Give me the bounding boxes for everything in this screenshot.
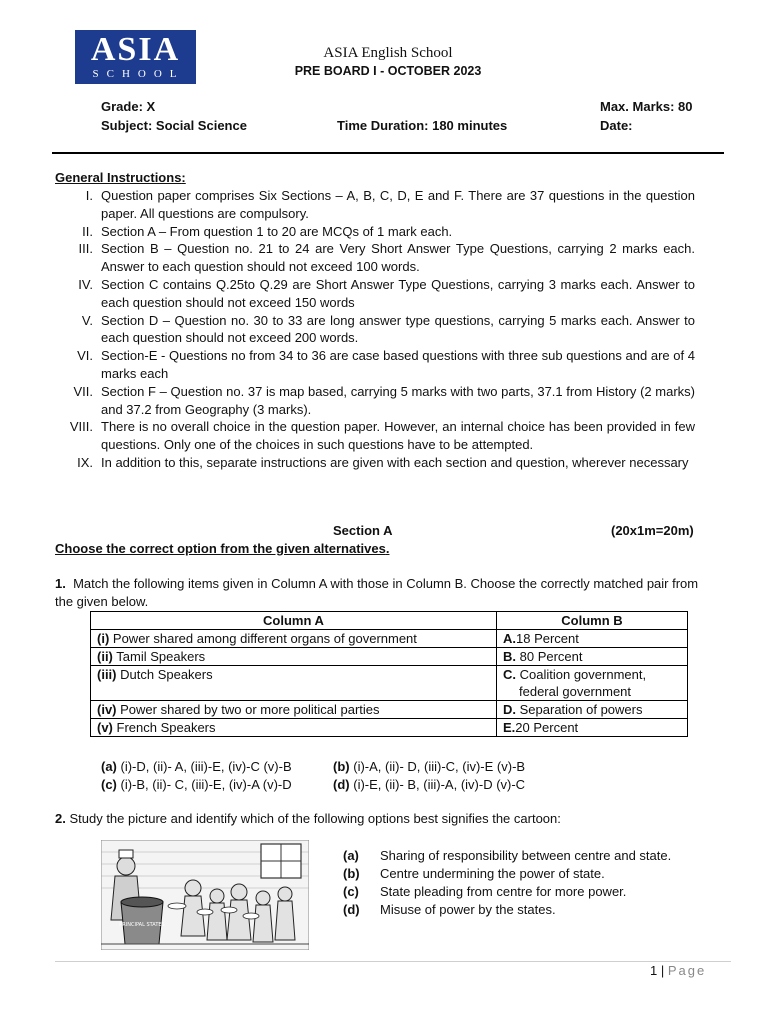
question-2 bbox=[55, 811, 561, 826]
instruction-item: VIII. There is no overall choice in the question paper. However, an internal choice has been provided in few questions. Only one of the choices in such questions have to be attempted. bbox=[69, 419, 695, 453]
logo-text: ASIA bbox=[90, 31, 181, 68]
option-a: (a) (i)-D, (ii)- A, (iii)-E, (iv)-C (v)-B bbox=[101, 759, 292, 774]
column-a-cell: (ii) Tamil Speakers bbox=[91, 648, 497, 666]
column-a-cell: (iii) Dutch Speakers bbox=[91, 666, 497, 701]
instruction-item: VI. Section-E - Questions no from 34 to 36 are case based questions with three sub questions and are of 4 marks each bbox=[77, 348, 695, 381]
section-instruction: Choose the correct option from the given alternatives. bbox=[55, 541, 390, 556]
column-b-cell: C. Coalition government, federal government bbox=[497, 666, 688, 701]
table-row bbox=[91, 666, 688, 701]
question-number: 2. bbox=[55, 811, 66, 826]
max-marks: Max. Marks: 80 bbox=[600, 99, 693, 114]
grade: Grade: X bbox=[101, 99, 156, 114]
cartoon-option-c: (c) State pleading from centre for more power. bbox=[343, 884, 627, 899]
instructions-title: General Instructions: bbox=[55, 170, 186, 185]
section-title: Section A bbox=[333, 523, 393, 538]
option-d: (d) (i)-E, (ii)- B, (iii)-A, (iv)-D (v)-C bbox=[333, 777, 526, 792]
instruction-item: VII. Section F – Question no. 37 is map based, carrying 5 marks with two parts, 37.1 from History (2 marks) and 37.2 from Geography (3 marks). bbox=[73, 383, 695, 417]
column-b-cell: D. Separation of powers bbox=[497, 701, 688, 719]
instruction-item: I. Question paper comprises Six Sections – A, B, C, D, E and F. There are 37 questions in the question paper. All questions are compulsory. bbox=[85, 188, 695, 221]
instructions-list bbox=[55, 187, 695, 472]
page-number: 1 | Page bbox=[650, 963, 707, 978]
subject: Subject: Social Science bbox=[101, 118, 247, 133]
cartoon-option-d: (d) Misuse of power by the states. bbox=[343, 902, 556, 917]
column-a-cell: (v) French Speakers bbox=[91, 719, 497, 737]
section-marks: (20x1m=20m) bbox=[611, 523, 694, 538]
instruction-item: II. Section A – From question 1 to 20 are MCQs of 1 mark each. bbox=[82, 223, 453, 239]
table-row bbox=[91, 648, 688, 666]
table-row bbox=[91, 719, 688, 737]
exam-name: PRE BOARD I - OCTOBER 2023 bbox=[294, 64, 482, 78]
footer-divider bbox=[55, 961, 731, 962]
header-divider bbox=[52, 152, 724, 154]
match-table bbox=[90, 611, 688, 737]
question-1: 1. Match the following items given in Column A with those in Column B. Choose the correctly matched pair from the given below. bbox=[55, 576, 699, 609]
column-a-cell: (iv) Power shared by two or more political parties bbox=[91, 701, 497, 719]
table-row bbox=[91, 701, 688, 719]
logo-subtext: SCHOOL bbox=[92, 68, 185, 80]
instruction-item: IX. In addition to this, separate instructions are given with each section and question, wherever necessary bbox=[77, 454, 689, 470]
option-c: (c) (i)-B, (ii)- C, (iii)-E, (iv)-A (v)-D bbox=[101, 777, 292, 792]
column-a-header: Column A bbox=[91, 612, 497, 630]
instruction-item: V. Section D – Question no. 30 to 33 are long answer type questions, carrying 5 marks each. Answer to each question should not exceed 200 words. bbox=[81, 312, 695, 346]
instruction-item: IV. Section C contains Q.25to Q.29 are Short Answer Type Questions, carrying 3 marks each. Answer to each question should not exceed 150 words bbox=[78, 276, 695, 310]
school-logo bbox=[75, 30, 196, 84]
instruction-item: III. Section B – Question no. 21 to 24 are Very Short Answer Type Questions, carrying 2 marks each. Answer to each question should not exceed 100 words. bbox=[78, 241, 695, 275]
question-text: Match the following items given in Column A with those in Column B. Choose the correctly matched pair from the given below. bbox=[55, 576, 699, 609]
cartoon-image bbox=[101, 840, 309, 950]
table-row bbox=[91, 630, 688, 648]
cartoon-option-b: (b) Centre undermining the power of state. bbox=[343, 866, 605, 881]
question-number: 1 bbox=[55, 576, 63, 591]
table-header-row bbox=[91, 612, 688, 630]
question-text: Study the picture and identify which of the following options best signifies the cartoon: bbox=[69, 811, 561, 826]
date-field: Date: bbox=[600, 118, 633, 133]
school-name: ASIA English School bbox=[323, 45, 453, 61]
option-b: (b) (i)-A, (ii)- D, (iii)-C, (iv)-E (v)-B bbox=[333, 759, 526, 774]
column-b-cell: E.20 Percent bbox=[497, 719, 688, 737]
time-duration: Time Duration: 180 minutes bbox=[337, 118, 508, 133]
pot-label: PRINCIPAL STATES bbox=[119, 922, 165, 928]
column-b-header: Column B bbox=[497, 612, 688, 630]
column-b-cell: B. 80 Percent bbox=[497, 648, 688, 666]
cartoon-option-a: (a) Sharing of responsibility between centre and state. bbox=[343, 848, 672, 863]
column-a-cell: (i) Power shared among different organs of government bbox=[91, 630, 497, 648]
column-b-cell: A.18 Percent bbox=[497, 630, 688, 648]
